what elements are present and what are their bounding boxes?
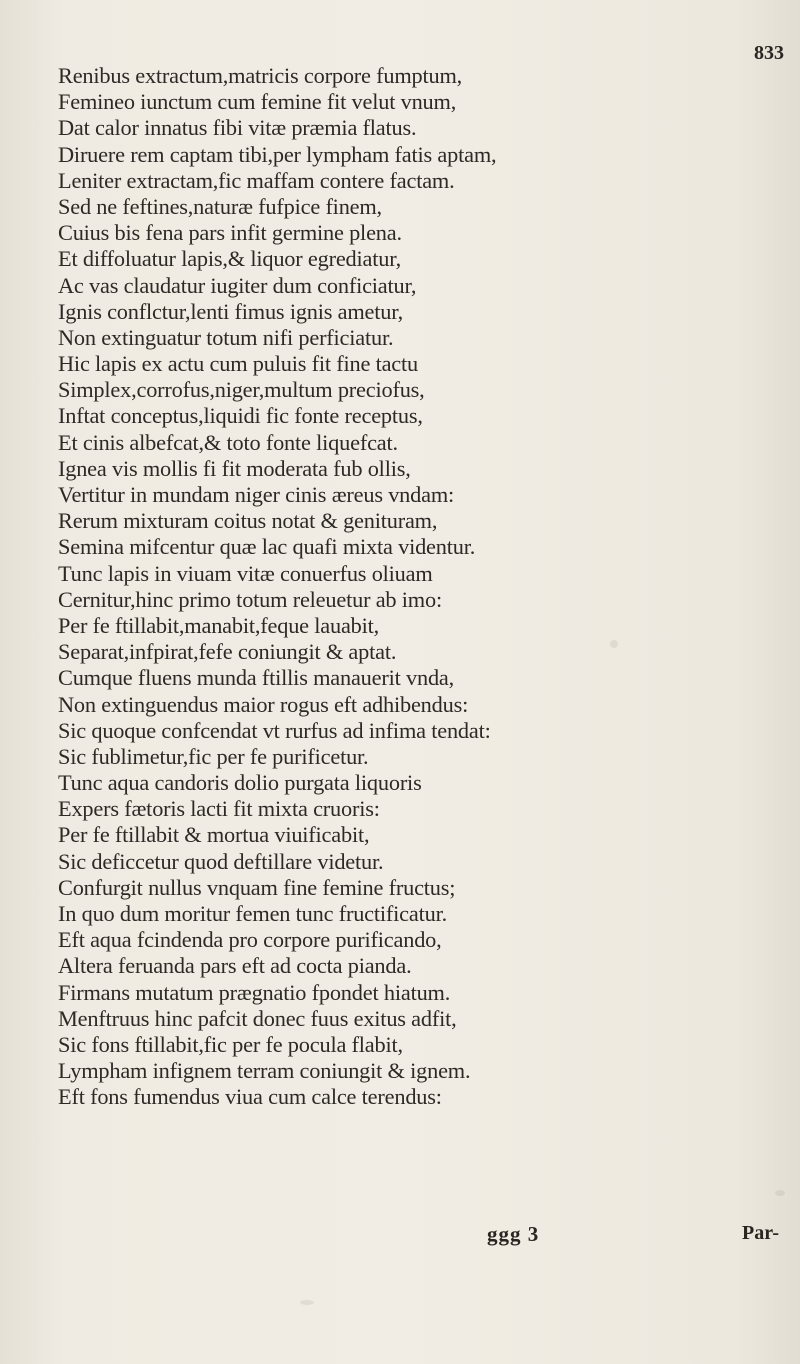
verse-line: Cumque fluens munda ftillis manauerit vnda, [58,665,455,691]
verse-line: Ignea vis mollis fi fit moderata fub ollis, [58,455,411,481]
verse-line: Per fe ftillabit & mortua viuificabit, [58,822,370,848]
verse-line: Separat,infpirat,fefe coniungit & aptat. [58,639,397,665]
verse-line: Menftruus hinc pafcit donec fuus exitus adfit, [58,1005,457,1031]
verse-line: Lympham infignem terram coniungit & ignem. [58,1058,471,1084]
catchword: Par- [742,1222,780,1244]
verse-line: Cernitur,hinc primo totum releuetur ab imo: [58,586,442,612]
verse-line: Sic fublimetur,fic per fe purificetur. [58,743,369,769]
paper-spot [775,1190,785,1196]
verse-line: Diruere rem captam tibi,per lympham fatis aptam, [58,141,497,167]
page-number: 833 [754,42,784,64]
verse-line: Firmans mutatum prægnatio fpondet hiatum. [58,979,451,1005]
verse-line: Vertitur in mundam niger cinis æreus vndam: [58,482,455,507]
verse-line: Per fe ftillabit,manabit,feque lauabit, [58,612,380,638]
verse-line: Femineo iunctum cum femine fit velut vnum, [58,89,457,115]
verse-line: Et cinis albefcat,& toto fonte liquefcat. [58,429,398,455]
verse-line: Sed ne feftines,naturæ fufpice finem, [58,193,382,219]
verse-line: Simplex,corrofus,niger,multum preciofus, [58,377,425,403]
verse-line: Renibus extractum,matricis corpore fumptum, [58,63,463,88]
verse-line: Inftat conceptus,liquidi fic fonte receptus, [58,403,423,429]
verse-line: Cuius bis fena pars infit germine plena. [58,220,402,246]
verse-line: Eft fons fumendus viua cum calce terendus: [58,1084,442,1110]
verse-line: In quo dum moritur femen tunc fructificatur. [58,901,447,926]
verse-line: Dat calor innatus fibi vitæ præmia flatus. [58,115,417,141]
verse-line: Non extinguendus maior rogus eft adhibendus: [58,691,469,717]
paper-spot [300,1300,314,1305]
verse-line: Et diffoluatur lapis,& liquor egrediatur, [58,246,401,272]
verse-line: Leniter extractam,fic maffam contere factam. [58,167,455,193]
verse-line: Ac vas claudatur iugiter dum conficiatur, [58,272,417,298]
verse-text [58,63,778,1111]
verse-line: Ignis conflctur,lenti fimus ignis ametur, [58,298,404,324]
verse-line: Hic lapis ex actu cum puluis fit fine tactu [58,351,419,377]
verse-line: Sic quoque confcendat vt rurfus ad infima tendat: [58,717,491,743]
verse-line: Rerum mixturam coitus notat & genituram, [58,508,438,534]
signature-mark: ggg 3 [487,1222,540,1246]
verse-line: Expers fætoris lacti fit mixta cruoris: [58,796,380,822]
verse-line: Altera feruanda pars eft ad cocta pianda. [58,953,412,979]
verse-line: Non extinguatur totum nifi perficiatur. [58,324,394,350]
verse-line: Confurgit nullus vnquam fine femine fructus; [58,874,456,900]
verse-line: Eft aqua fcindenda pro corpore purificando, [58,927,442,953]
verse-line: Sic deficcetur quod deftillare videtur. [58,848,384,874]
verse-line: Semina mifcentur quæ lac quafi mixta videntur. [58,534,476,560]
verse-line: Sic fons ftillabit,fic per fe pocula flabit, [58,1031,403,1057]
verse-line: Tunc aqua candoris dolio purgata liquoris [58,770,422,796]
verse-line: Tunc lapis in viuam vitæ conuerfus oliuam [58,560,433,586]
